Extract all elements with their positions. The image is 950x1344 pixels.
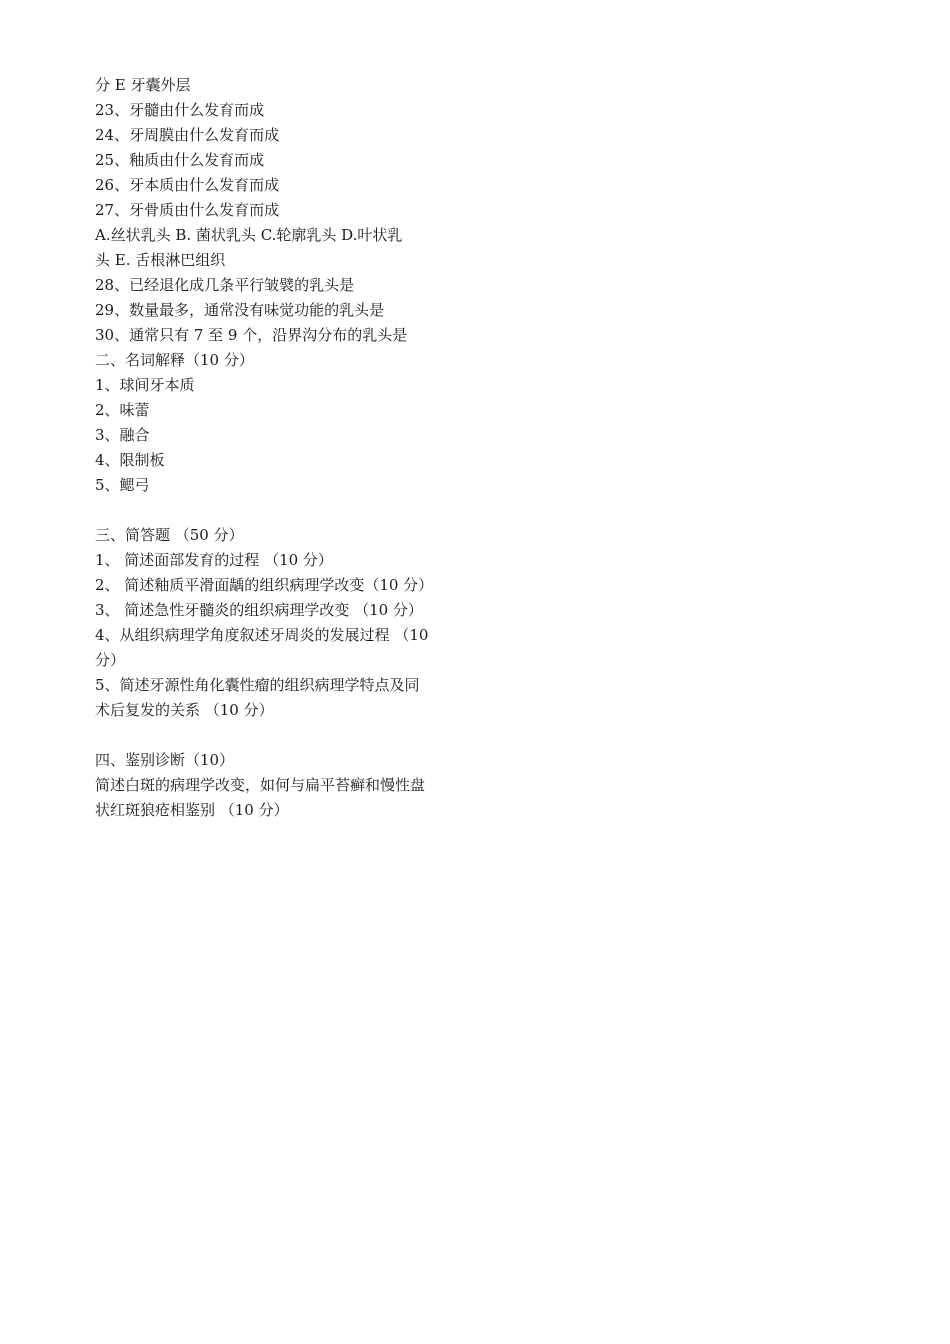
- term-item: 2、味蕾: [95, 401, 150, 419]
- term-item: 4、限制板: [95, 451, 165, 469]
- question-25: 25、釉质由什么发育而成: [95, 151, 265, 169]
- short-question-4-line-1: 4、从组织病理学角度叙述牙周炎的发展过程 （10: [95, 626, 429, 644]
- question-27: 27、牙骨质由什么发育而成: [95, 201, 280, 219]
- question-26: 26、牙本质由什么发育而成: [95, 176, 280, 194]
- short-question-4-line-2: 分）: [95, 651, 126, 669]
- question-24: 24、牙周膜由什么发育而成: [95, 126, 280, 144]
- question-23: 23、牙髓由什么发育而成: [95, 101, 265, 119]
- short-question-5-line-2: 术后复发的关系 （10 分）: [95, 701, 274, 719]
- section-heading-short-answer: 三、简答题 （50 分）: [95, 526, 244, 544]
- short-question-5-line-1: 5、简述牙源性角化囊性瘤的组织病理学特点及同: [95, 676, 420, 694]
- spacer: [95, 498, 465, 523]
- spacer: [95, 723, 465, 748]
- section-heading-terms: 二、名词解释（10 分）: [95, 351, 254, 369]
- exam-page: [95, 73, 465, 823]
- question-29: 29、数量最多，通常没有味觉功能的乳头是: [95, 301, 385, 319]
- short-question-2: 2、 简述釉质平滑面龋的组织病理学改变（10 分）: [95, 576, 434, 594]
- short-question-1: 1、 简述面部发育的过程 （10 分）: [95, 551, 333, 569]
- answer-options-line-2: 头 E. 舌根淋巴组织: [95, 251, 226, 269]
- question-28: 28、已经退化成几条平行皱襞的乳头是: [95, 276, 355, 294]
- differential-question-line-1: 简述白斑的病理学改变，如何与扁平苔癣和慢性盘: [95, 776, 426, 794]
- answer-options-line-1: A.丝状乳头 B. 菌状乳头 C.轮廓乳头 D.叶状乳: [95, 226, 403, 244]
- short-question-3: 3、 简述急性牙髓炎的组织病理学改变 （10 分）: [95, 601, 423, 619]
- section-heading-differential: 四、鉴别诊断（10）: [95, 751, 235, 769]
- differential-question-line-2: 状红斑狼疮相鉴别 （10 分）: [95, 801, 289, 819]
- term-item: 3、融合: [95, 426, 150, 444]
- text-line: 分 E 牙囊外层: [95, 76, 191, 94]
- term-item: 1、球间牙本质: [95, 376, 195, 394]
- question-30: 30、通常只有 7 至 9 个，沿界沟分布的乳头是: [95, 326, 408, 344]
- term-item: 5、鳃弓: [95, 476, 150, 494]
